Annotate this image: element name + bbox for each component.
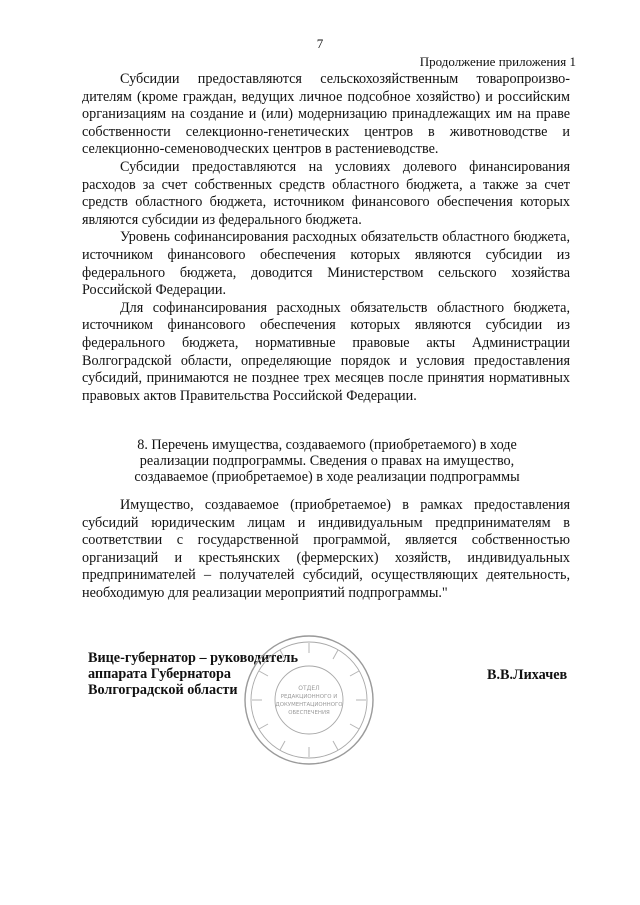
seal-center-line-4: ОБЕСПЕЧЕНИЯ [288, 710, 330, 716]
continuation-note: Продолжение приложения 1 [419, 54, 576, 69]
section-paragraph: Имущество, создаваемое (приобретаемое) в рамках предоставления субсидий юридическим лицам и индивидуальным предпринимателям в соответствии с государственной программой, является собственностью организаций и крестьянских (фермерских) хозяйств, индивидуальных предпринимателей – получателей субсидий, осуществляющих деятельность, необходимую для реализации мероприятий подпрограммы." [82, 497, 570, 601]
seal-center-line-3: ДОКУМЕНТАЦИОННОГО [275, 702, 343, 708]
seal-center-line-2: РЕДАКЦИОННОГО И [280, 694, 338, 700]
signature-title-line-3: Волгоградской области [88, 682, 238, 698]
section-heading-line-2: реализации подпрограммы. Сведения о правах на имущество, [139, 453, 515, 469]
section-heading-line-1: 8. Перечень имущества, создаваемого (приобретаемого) в ходе [137, 437, 517, 453]
paragraph-1: Субсидии предоставляются сельскохозяйственным товаропроизво-дителям (кроме граждан, ведущих личное подсобное хозяйство) и российским организациям на создание и (или) модернизацию принадлежащих им на праве собственности селекционно-генетических центров в животноводстве и селекционно-семеноводческих центров в растениеводстве. [82, 71, 570, 158]
paragraph-2: Субсидии предоставляются на условиях долевого финансирования расходов за счет собственных средств областного бюджета, а также за счет средств областного бюджета, источником финансового обеспечения которых являются субсидии из федерального бюджета. [82, 158, 570, 228]
official-seal [242, 633, 376, 767]
section-heading [92, 437, 562, 485]
signer-name: В.В.Лихачев [487, 667, 568, 683]
paragraph-4: Для софинансирования расходных обязательств областного бюджета, источником финансового обеспечения которых являются субсидии из федерального бюджета, нормативные правовые акты Администрации Волгоградской области, определяющие порядок и условия предоставления субсидий, принимаются не позднее трех месяцев после принятия нормативных правовых актов Правительства Российской Федерации. [82, 299, 570, 404]
paragraph-3: Уровень софинансирования расходных обязательств областного бюджета, источником финансового обеспечения которых являются субсидии из федерального бюджета, доводится Министерством сельского хозяйства Российской Федерации. [82, 229, 570, 299]
signature-title-line-1: Вице-губернатор – руководитель [88, 650, 298, 666]
body-text [82, 71, 570, 405]
section-text [82, 497, 570, 603]
page-number: 7 [316, 36, 324, 51]
section-heading-line-3: создаваемое (приобретаемое) в ходе реализации подпрограммы [134, 469, 520, 485]
seal-center-line-1: ОТДЕЛ [298, 685, 320, 692]
signature-title-line-2: аппарата Губернатора [88, 666, 231, 682]
